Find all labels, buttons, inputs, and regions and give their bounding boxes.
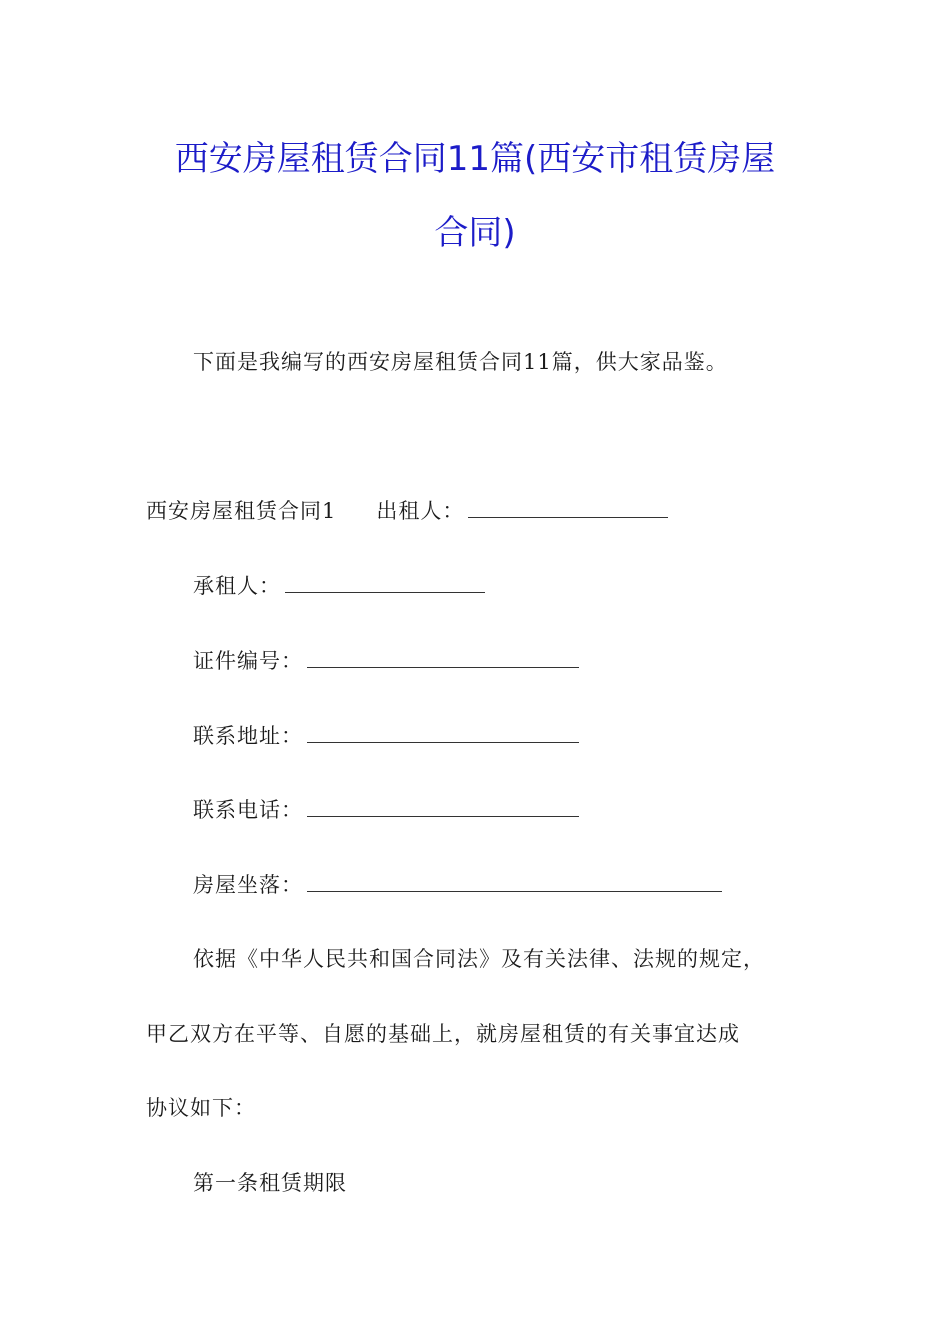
address-blank <box>307 741 579 743</box>
id-blank <box>307 666 579 668</box>
phone-line <box>193 794 579 824</box>
address-line <box>193 720 579 750</box>
location-blank <box>307 890 722 892</box>
lessor-blank <box>468 516 668 518</box>
id-label: 证件编号： <box>193 649 303 673</box>
lessor-line <box>146 495 668 525</box>
lessor-label: 出租人： <box>376 499 465 523</box>
contract-heading: 西安房屋租赁合同1 <box>146 499 337 523</box>
lessee-label: 承租人： <box>193 574 281 598</box>
para1-line-3: 协议如下： <box>146 1096 256 1120</box>
id-line <box>193 645 579 675</box>
lessee-line <box>193 570 485 600</box>
location-label: 房屋坐落： <box>193 873 303 897</box>
address-label: 联系地址： <box>193 724 303 748</box>
location-line <box>193 869 722 899</box>
phone-blank <box>307 815 579 817</box>
para1-line-2: 甲乙双方在平等、自愿的基础上，就房屋租赁的有关事宜达成 <box>146 1022 740 1046</box>
article-1-heading: 第一条租赁期限 <box>193 1171 347 1195</box>
phone-label: 联系电话： <box>193 798 303 822</box>
para1-line-1: 依据《中华人民共和国合同法》及有关法律、法规的规定， <box>193 947 765 971</box>
lessee-blank <box>285 591 485 593</box>
document-title-line-2: 合同) <box>434 213 516 253</box>
intro-text: 下面是我编写的西安房屋租赁合同11篇，供大家品鉴。 <box>193 350 728 374</box>
document-title-line-1: 西安房屋租赁合同11篇(西安市租赁房屋 <box>174 139 776 179</box>
